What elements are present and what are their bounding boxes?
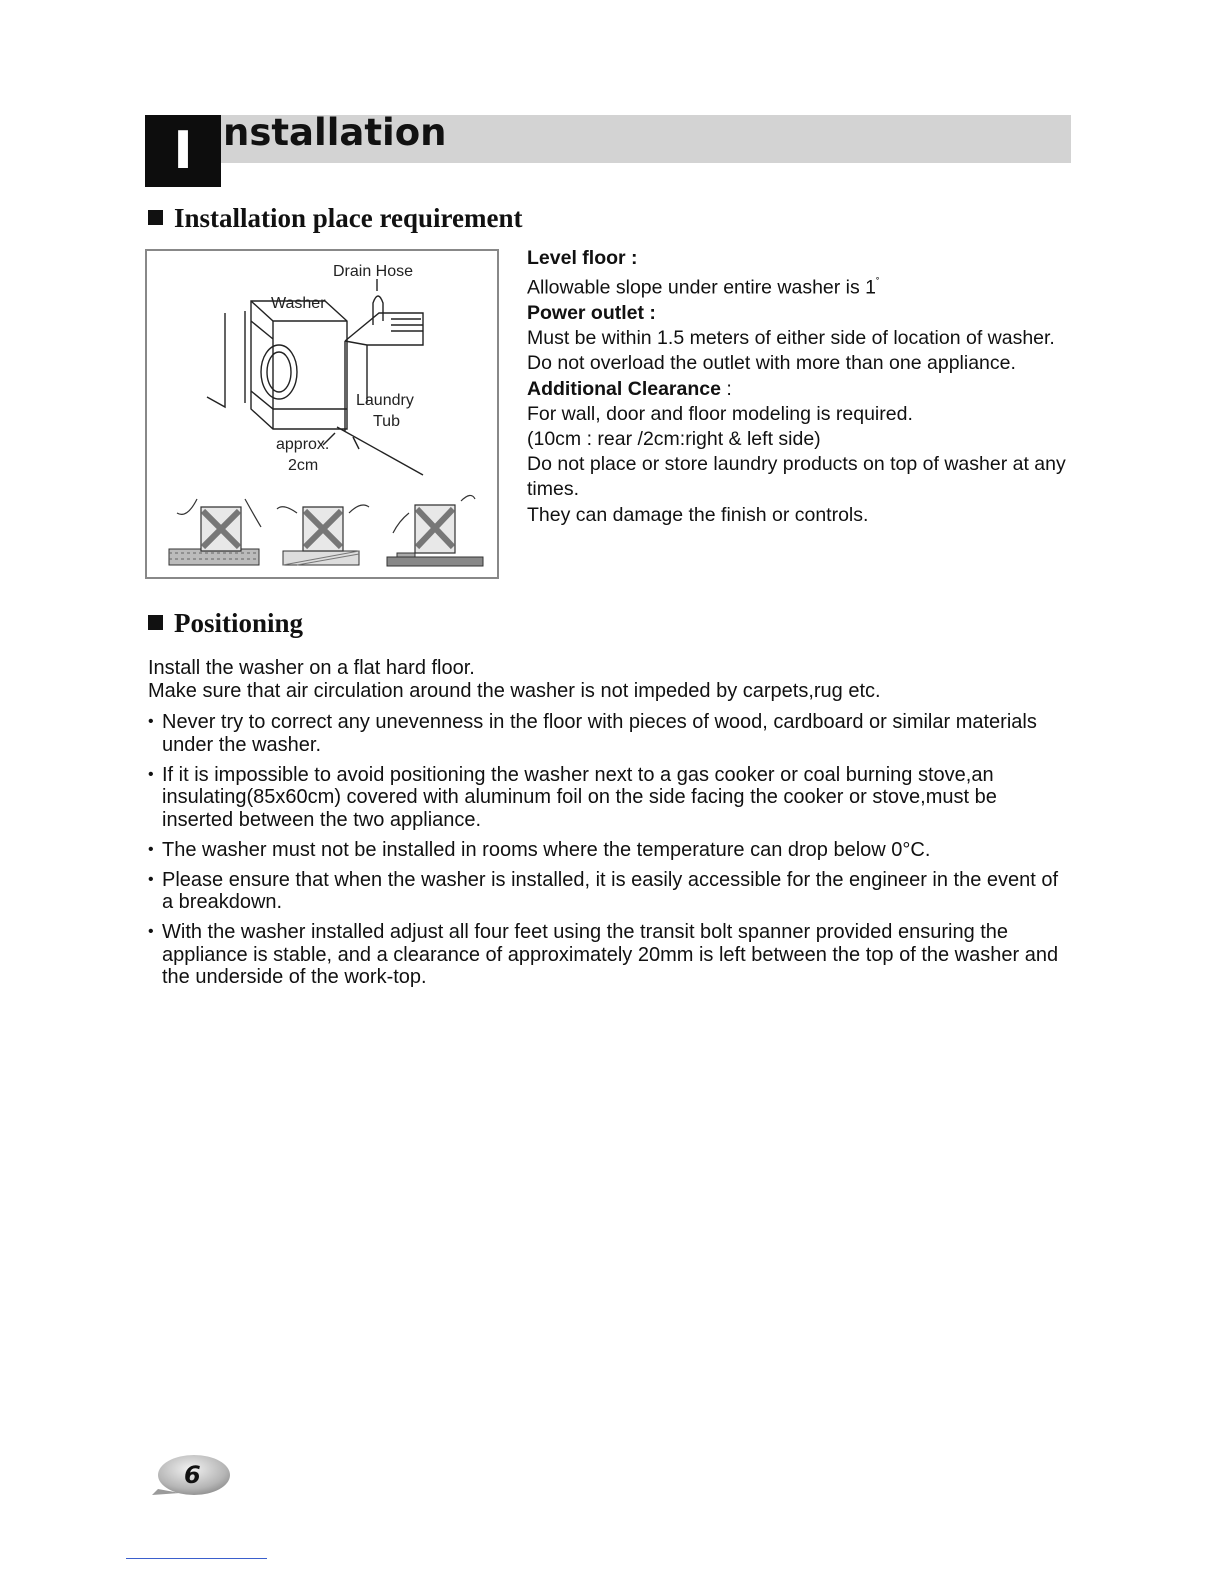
washer-body — [251, 301, 347, 429]
bad-floor-illustration-block — [277, 505, 369, 565]
installation-figure — [145, 249, 499, 579]
section-heading-text: Positioning — [174, 608, 304, 638]
footer-link-line — [126, 1558, 267, 1559]
clearance-line-3: Do not place or store laundry products on top of washer at any times. — [527, 453, 1066, 501]
list-item: • Never try to correct any unevenness in the floor with pieces of wood, cardboard or similar materials under the washer. — [148, 711, 1068, 756]
power-outlet-text: Must be within 1.5 meters of either side of location of washer. Do not overload the outlet with more than one appliance. — [527, 327, 1055, 375]
square-bullet-icon — [148, 210, 163, 225]
drain-hose-label: Drain Hose — [333, 263, 414, 280]
level-floor-label: Level floor : — [527, 247, 638, 269]
section-heading-text: Installation place requirement — [174, 203, 523, 233]
degree-mark: ˚ — [876, 277, 880, 290]
positioning-intro — [148, 657, 1068, 703]
list-item: • With the washer installed adjust all four feet using the transit bolt spanner provided ensuring the appliance is stable, and a clearance of approximately 20mm is left between the top of the washer and the underside of the work-top. — [148, 921, 1068, 989]
section-heading-positioning — [148, 608, 303, 639]
laundry-tub — [345, 313, 423, 345]
installation-illustration — [147, 251, 497, 577]
bad-floor-illustration-uneven — [387, 495, 483, 566]
requirements-text — [527, 246, 1067, 528]
title-initial: I — [145, 115, 221, 187]
clearance-label: Additional Clearance — [527, 377, 721, 400]
square-bullet-icon — [148, 615, 163, 630]
clearance-line-4: They can damage the finish or controls. — [527, 503, 869, 526]
list-item: • If it is impossible to avoid positioning the washer next to a gas cooker or coal burning stove,an insulating(85x60cm) covered with aluminum foil on the side facing the cooker or stove,must be inserted between the two appliance. — [148, 764, 1068, 832]
washer-label: Washer — [271, 295, 326, 312]
list-item: • The washer must not be installed in rooms where the temperature can drop below 0°C. — [148, 839, 1068, 862]
section-heading-place-requirement — [148, 203, 523, 234]
power-outlet-label: Power outlet : — [527, 301, 656, 324]
page-title: nstallation — [223, 111, 447, 154]
gap-label: 2cm — [288, 457, 319, 474]
laundry-label: Laundry — [356, 392, 414, 409]
page-number: 6 — [184, 1461, 201, 1489]
approx-label: approx. — [276, 436, 330, 453]
wall-line — [207, 313, 225, 407]
clearance-colon: : — [720, 377, 732, 400]
positioning-intro-line-2: Make sure that air circulation around the washer is not impeded by carpets,rug etc. — [148, 680, 881, 702]
clearance-line-1: For wall, door and floor modeling is required. — [527, 402, 913, 425]
level-floor-text: Allowable slope under entire washer is 1 — [527, 276, 877, 299]
clearance-line-2: (10cm : rear /2cm:right & left side) — [527, 427, 821, 450]
tub-label: Tub — [373, 413, 400, 430]
list-item: • Please ensure that when the washer is installed, it is easily accessible for the engineer in the event of a breakdown. — [148, 869, 1068, 914]
positioning-bullet-list — [148, 711, 1068, 996]
page-number-badge — [150, 1453, 232, 1499]
drain-hose — [373, 296, 383, 325]
bad-floor-illustration-rug — [169, 499, 261, 565]
positioning-intro-line-1: Install the washer on a flat hard floor. — [148, 657, 475, 679]
